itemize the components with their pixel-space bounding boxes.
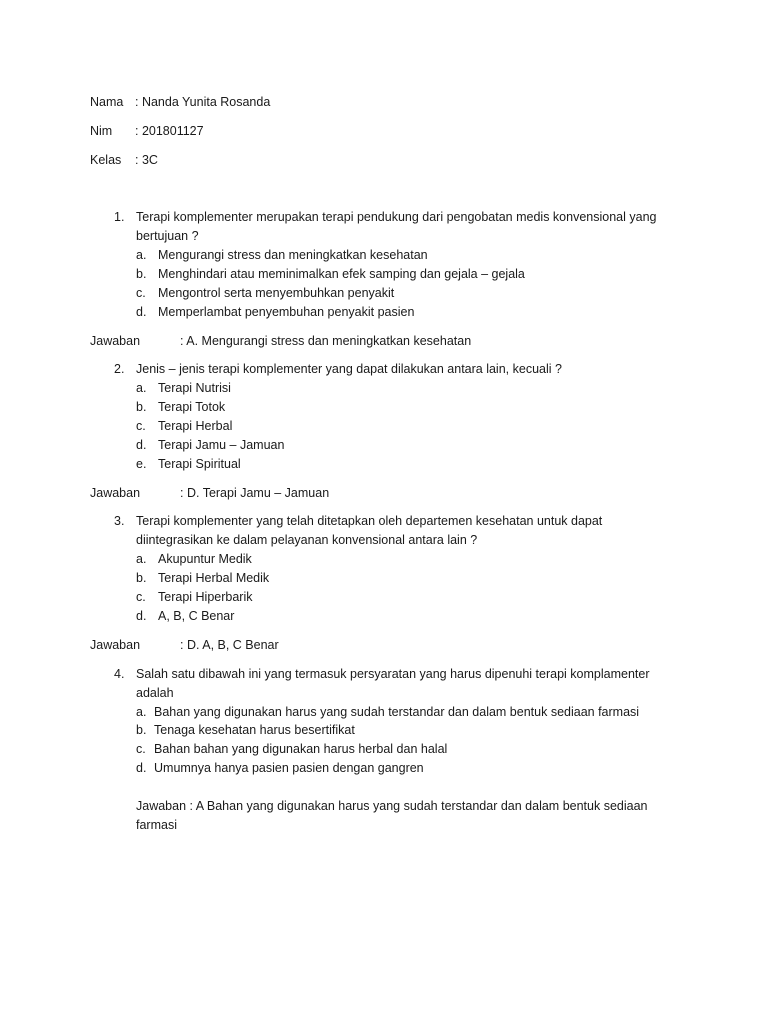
question-2-number: 2. <box>114 362 125 376</box>
question-3-text: Terapi komplementer yang telah ditetapkan oleh departemen kesehatan untuk dapat <box>136 514 603 528</box>
question-2-option-b: Terapi Totok <box>158 400 226 414</box>
question-2-option-b-letter: b. <box>136 400 147 414</box>
question-3-number: 3. <box>114 514 125 528</box>
question-1-text-cont: bertujuan ? <box>136 229 199 243</box>
kelas-label: Kelas <box>90 153 122 167</box>
question-3-option-d: A, B, C Benar <box>158 609 235 623</box>
question-3-option-b-letter: b. <box>136 571 147 585</box>
question-3-answer: : D. A, B, C Benar <box>180 638 279 652</box>
question-4-text-cont: adalah <box>136 686 174 700</box>
question-3-text-cont: diintegrasikan ke dalam pelayanan konvensional antara lain ? <box>136 533 478 547</box>
question-4-option-c: Bahan bahan yang digunakan harus herbal dan halal <box>154 742 448 756</box>
question-1-answer: : A. Mengurangi stress dan meningkatkan kesehatan <box>180 334 472 348</box>
question-2-option-c: Terapi Herbal <box>158 419 233 433</box>
question-4-option-d: Umumnya hanya pasien pasien dengan gangren <box>154 761 424 775</box>
question-1-text: Terapi komplementer merupakan terapi pendukung dari pengobatan medis konvensional yang <box>136 210 657 224</box>
question-1-option-d-letter: d. <box>136 305 147 319</box>
question-3-option-c: Terapi Hiperbarik <box>158 590 253 604</box>
question-1-option-a: Mengurangi stress dan meningkatkan kesehatan <box>158 248 428 262</box>
question-4-text: Salah satu dibawah ini yang termasuk persyaratan yang harus dipenuhi terapi komplamenter <box>136 667 650 681</box>
question-1-option-c-letter: c. <box>136 286 146 300</box>
nama-value: : Nanda Yunita Rosanda <box>135 95 271 109</box>
question-4-option-d-letter: d. <box>136 761 147 775</box>
question-2-option-e: Terapi Spiritual <box>158 457 241 471</box>
nama-label: Nama <box>90 95 124 109</box>
question-4-option-a-letter: a. <box>136 705 147 719</box>
question-4-number: 4. <box>114 667 125 681</box>
question-4-answer: Jawaban : A Bahan yang digunakan harus yang sudah terstandar dan dalam bentuk sediaan <box>136 799 648 813</box>
question-4-answer-cont: farmasi <box>136 818 177 832</box>
question-4-option-c-letter: c. <box>136 742 146 756</box>
question-1-option-d: Memperlambat penyembuhan penyakit pasien <box>158 305 415 319</box>
question-1-option-c: Mengontrol serta menyembuhkan penyakit <box>158 286 395 300</box>
question-2-option-a-letter: a. <box>136 381 147 395</box>
question-2-option-c-letter: c. <box>136 419 146 433</box>
question-1-number: 1. <box>114 210 125 224</box>
question-2-answer: : D. Terapi Jamu – Jamuan <box>180 486 330 500</box>
question-2-option-d-letter: d. <box>136 438 147 452</box>
question-3-option-b: Terapi Herbal Medik <box>158 571 270 585</box>
question-1-option-b: Menghindari atau meminimalkan efek samping dan gejala – gejala <box>158 267 525 281</box>
nim-label: Nim <box>90 124 113 138</box>
question-3-option-d-letter: d. <box>136 609 147 623</box>
question-2-answer-label: Jawaban <box>90 486 141 500</box>
question-3-answer-label: Jawaban <box>90 638 141 652</box>
question-1-option-a-letter: a. <box>136 248 147 262</box>
nim-value: : 201801127 <box>135 124 204 138</box>
question-3-option-a: Akupuntur Medik <box>158 552 252 566</box>
question-1-option-b-letter: b. <box>136 267 147 281</box>
question-4-option-b: Tenaga kesehatan harus besertifikat <box>154 723 355 737</box>
question-3-option-c-letter: c. <box>136 590 146 604</box>
question-4-option-a: Bahan yang digunakan harus yang sudah terstandar dan dalam bentuk sediaan farmasi <box>154 705 640 719</box>
question-2-text: Jenis – jenis terapi komplementer yang dapat dilakukan antara lain, kecuali ? <box>136 362 562 376</box>
question-4-option-b-letter: b. <box>136 723 147 737</box>
question-2-option-d: Terapi Jamu – Jamuan <box>158 438 285 452</box>
question-3-option-a-letter: a. <box>136 552 147 566</box>
question-1-answer-label: Jawaban <box>90 334 141 348</box>
question-2-option-a: Terapi Nutrisi <box>158 381 231 395</box>
question-2-option-e-letter: e. <box>136 457 147 471</box>
kelas-value: : 3C <box>135 153 158 167</box>
